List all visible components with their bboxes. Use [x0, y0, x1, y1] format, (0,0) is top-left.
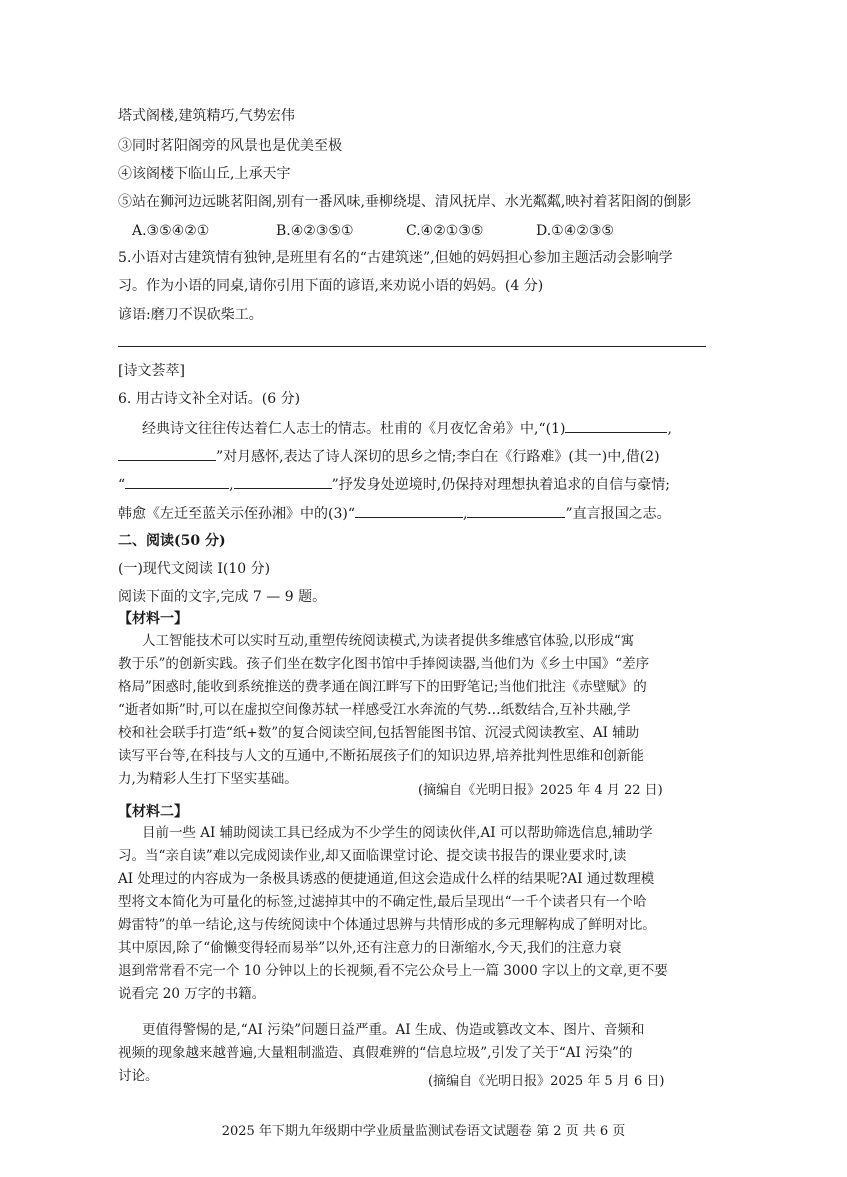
q5-proverb: 谚语:磨刀不误砍柴工。: [118, 307, 263, 323]
option-c[interactable]: C.④②①③⑤: [406, 223, 484, 239]
material-2-line: 视频的现象越来越普遍,大量粗制滥造、真假难辨的“信息垃圾”,引发了关于“AI 污染”的: [118, 1045, 633, 1061]
q6-text-3b: ,: [229, 477, 234, 493]
material-2-line: 型将文本简化为可量化的标签,过滤掉其中的不确定性,最后呈现出“一千个读者只有一个哈: [118, 894, 647, 910]
material-1-source: (摘编自《光明日报》2025 年 4 月 22 日): [418, 783, 663, 798]
q6-para-line-4: [118, 502, 671, 524]
q4-line-1: 塔式阁楼,建筑精巧,气势宏伟: [118, 108, 295, 124]
page-footer: 2025 年下期九年级期中学业质量监测试卷语文试题卷 第 2 页 共 6 页: [221, 1124, 626, 1139]
q6-title: 6. 用古诗文补全对话。(6 分): [118, 391, 301, 407]
q4-line-3: ③同时茗阳阁旁的风景也是优美至极: [118, 138, 342, 154]
q6-text-2a: ”对月感怀,表达了诗人深切的思乡之情;李白在《行路难》(其一)中,借(2): [216, 449, 660, 465]
material-1-line: “逝者如斯”时,可以在虚拟空间像苏轼一样感受江水奔流的气势…纸数结合,互补共融,学: [118, 702, 631, 718]
q6-para-line-1: [142, 417, 672, 439]
material-2-line: 讨论。: [118, 1068, 159, 1084]
q4-line-4: ④该阁楼下临山丘,上承天宇: [118, 166, 291, 182]
q5-line-2: 习。作为小语的同桌,请你引用下面的谚语,来劝说小语的妈妈。(4 分): [118, 278, 544, 294]
poetry-heading: [诗文荟萃]: [118, 363, 185, 379]
blank-3b[interactable]: [467, 502, 565, 518]
reading-section-title: 二、阅读(50 分): [118, 533, 226, 549]
material-2-line: 姆雷特”的单一结论,这与传统阅读中个体通过思辨与共情形成的多元理解构成了鲜明对比。: [118, 917, 656, 933]
material-2-line: 退到常常看不完一个 10 分钟以上的长视频,看不完公众号上一篇 3000 字以上的文章,更不要: [118, 963, 668, 979]
q6-text-1b: ,: [667, 421, 672, 437]
material-2-source: (摘编自《光明日报》2025 年 5 月 6 日): [428, 1074, 665, 1089]
material-1-line: 读写平台等,在科技与人文的互通中,不断拓展孩子们的知识边界,培养批判性思维和创新能: [118, 748, 644, 764]
option-a[interactable]: A.③⑤④②①: [132, 223, 210, 239]
q6-para-line-3: [118, 473, 670, 495]
material-2-line: AI 处理过的内容成为一条极具诱惑的便捷通道,但这会造成什么样的结果呢?AI 通过数理模: [118, 871, 655, 887]
blank-3a[interactable]: [355, 502, 463, 518]
blank-1a[interactable]: [565, 417, 667, 433]
material-1-line: 人工智能技术可以实时互动,重塑传统阅读模式,为读者提供多维感官体验,以形成“寓: [142, 633, 635, 649]
q5-line-1: 5.小语对古建筑情有独钟,是班里有名的“古建筑迷”,但她的妈妈担心参加主题活动会影响学: [118, 250, 673, 266]
material-1-title: 【材料一】: [118, 611, 188, 627]
material-1-line: 力,为精彩人生打下坚实基础。: [118, 771, 298, 787]
q4-options: [132, 221, 692, 241]
material-2-line: 说看完 20 万字的书籍。: [118, 986, 266, 1002]
material-2-line: 目前一些 AI 辅助阅读工具已经成为不少学生的阅读伙伴,AI 可以帮助筛选信息,辅助学: [142, 825, 653, 841]
q6-text-1a: 经典诗文往往传达着仁人志士的情志。杜甫的《月夜忆舍弟》中,“(1): [142, 421, 566, 437]
q6-text-4a: 韩愈《左迁至蓝关示侄孙湘》中的(3)“: [118, 506, 355, 522]
blank-1b[interactable]: [118, 445, 216, 461]
q6-text-4c: ”直言报国之志。: [565, 506, 671, 522]
material-2-line: 其中原因,除了“偷懒变得轻而易举”以外,还有注意力的日渐缩水,今天,我们的注意力衰: [118, 940, 622, 956]
q6-text-4b: ,: [463, 506, 468, 522]
option-d[interactable]: D.①④②③⑤: [536, 223, 614, 239]
q4-line-5: ⑤站在狮河边远眺茗阳阁,别有一番风味,垂柳绕堤、清风抚岸、水光粼粼,映衬着茗阳阁的倒影: [118, 194, 692, 210]
q5-answer-line[interactable]: [118, 346, 706, 347]
option-b[interactable]: B.④②③⑤①: [276, 223, 354, 239]
reading-sub-title: (一)现代文阅读 I(10 分): [118, 561, 271, 577]
reading-instruction: 阅读下面的文字,完成 7 — 9 题。: [118, 589, 327, 605]
q6-para-line-2: [118, 445, 660, 467]
material-1-line: 格局”困惑时,能收到系统推送的费孝通在阆江畔写下的田野笔记;当他们批注《赤壁赋》的: [118, 679, 647, 695]
q6-text-3c: ”抒发身处逆境时,仍保持对理想执着追求的自信与豪情;: [331, 477, 670, 493]
blank-2a[interactable]: [125, 473, 229, 489]
q6-text-3a: “: [118, 477, 126, 493]
material-1-line: 教于乐”的创新实践。孩子们坐在数字化图书馆中手捧阅读器,当他们为《乡土中国》“差序: [118, 656, 650, 672]
material-1-line: 校和社会联手打造“纸+数”的复合阅读空间,包括智能图书馆、沉浸式阅读教室、AI 辅助: [118, 725, 640, 741]
material-2-line: 更值得警惕的是,“AI 污染”问题日益严重。AI 生成、伪造或篡改文本、图片、音频和: [142, 1022, 645, 1038]
material-2-line: 习。当“亲自读”难以完成阅读作业,却又面临课堂讨论、提交读书报告的课业要求时,读: [118, 848, 627, 864]
blank-2b[interactable]: [234, 473, 332, 489]
material-2-title: 【材料二】: [118, 804, 188, 820]
